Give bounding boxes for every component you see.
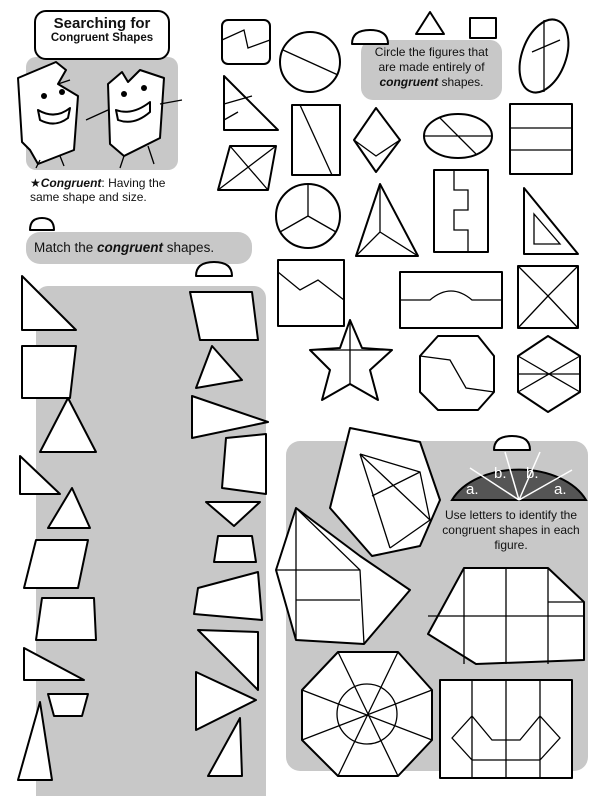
match-shapes-right	[190, 292, 268, 776]
match-instruction: Match the congruent shapes.	[26, 232, 252, 264]
letter-b-1: b.	[494, 465, 507, 482]
letter-fan-icon	[452, 452, 586, 500]
page-title: Searching for	[53, 15, 151, 32]
definition-term: Congruent	[40, 176, 102, 190]
mascot-left-icon	[18, 62, 78, 168]
circle-figures	[218, 13, 580, 412]
mascot-right-icon	[86, 70, 182, 168]
letter-a-1: a.	[466, 481, 479, 498]
letter-a-2: a.	[554, 481, 567, 498]
letters-instruction: Use letters to identify the congruent shapes in each figure.	[442, 508, 580, 552]
star-icon: ★	[30, 176, 41, 190]
match-emphasis: congruent	[97, 240, 164, 255]
circle-instruction: Circle the figures that are made entirely of congruent shapes.	[361, 40, 502, 100]
circle-emphasis: congruent	[379, 75, 439, 89]
letter-b-2: b.	[526, 465, 539, 482]
match-shapes-left	[18, 276, 96, 780]
definition-text: : Having the same shape and size.	[30, 176, 166, 204]
page-subtitle: Congruent Shapes	[50, 32, 154, 44]
